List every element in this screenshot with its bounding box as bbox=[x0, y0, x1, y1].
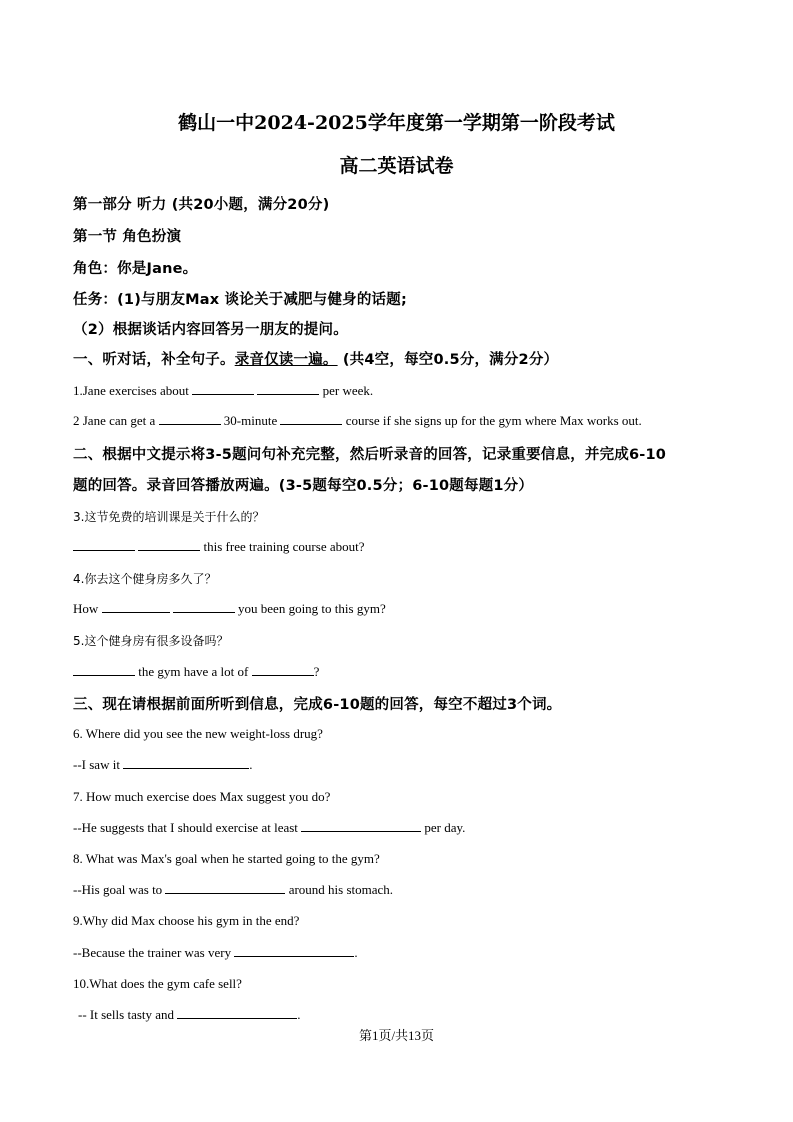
answer-blank bbox=[257, 383, 319, 395]
q5-text-b: ? bbox=[313, 664, 320, 679]
question-2 bbox=[73, 413, 642, 429]
question-5-cn: 5.这个健身房有很多设备吗？ bbox=[73, 634, 229, 648]
question-9: 9.Why did Max choose his gym in the end? bbox=[73, 913, 300, 928]
sec3-heading: 三、现在请根据前面所听到信息，完成6-10题的回答，每空不超过3个词。 bbox=[73, 697, 562, 713]
part1-heading: 第一部分 听力 (共20小题，满分20分) bbox=[73, 197, 330, 213]
section1-heading: 第一节 角色扮演 bbox=[73, 229, 182, 245]
task2-line: （2）根据谈话内容回答另一朋友的提问。 bbox=[73, 322, 348, 338]
q3-text: this free training course about? bbox=[203, 539, 365, 554]
answer-8 bbox=[73, 882, 393, 898]
question-4-cn: 4.你去这个健身房多久了？ bbox=[73, 572, 217, 586]
answer-blank bbox=[73, 539, 135, 551]
a7-text-b: per day. bbox=[424, 820, 466, 835]
page-number: 第1页/共13页 bbox=[358, 1028, 435, 1043]
question-5-en bbox=[73, 664, 319, 680]
answer-blank bbox=[165, 882, 285, 894]
exam-subtitle: 高二英语试卷 bbox=[339, 155, 454, 177]
sec2-heading-line2: 题的回答。录音回答播放两遍。(3-5题每空0.5分；6-10题每题1分） bbox=[73, 478, 534, 494]
q4-text-a: How bbox=[73, 601, 99, 616]
a8-text-b: around his stomach. bbox=[288, 882, 394, 897]
answer-blank bbox=[102, 601, 170, 613]
q2-text-a: 2 Jane can get a bbox=[73, 413, 156, 428]
q2-text-b: 30-minute bbox=[223, 413, 278, 428]
q5-text-a: the gym have a lot of bbox=[138, 664, 249, 679]
answer-10: -- It sells tasty and . bbox=[78, 1007, 301, 1022]
sec1-heading-score: (共4空，每空0.5分，满分2分） bbox=[337, 352, 559, 368]
role-line: 角色：你是Jane。 bbox=[73, 261, 198, 277]
question-7: 7. How much exercise does Max suggest you do? bbox=[73, 789, 331, 804]
answer-blank bbox=[252, 664, 314, 676]
task1-line: 任务：(1)与朋友Max 谈论关于减肥与健身的话题; bbox=[73, 292, 407, 308]
answer-blank bbox=[280, 413, 342, 425]
question-3-en bbox=[73, 539, 365, 555]
answer-9: --Because the trainer was very . bbox=[73, 945, 358, 960]
question-3-cn: 3.这节免费的培训课是关于什么的？ bbox=[73, 510, 265, 524]
sec1-heading-underlined: 录音仅读一遍。 bbox=[234, 352, 338, 368]
question-6: 6. Where did you see the new weight-loss drug? bbox=[73, 726, 323, 741]
question-4-en bbox=[73, 601, 386, 617]
sec1-heading bbox=[73, 348, 558, 369]
a10-text: -- It sells tasty and bbox=[78, 1007, 175, 1022]
q2-text-c: course if she signs up for the gym where Max works out. bbox=[345, 413, 642, 428]
a9-text: --Because the trainer was very bbox=[73, 945, 232, 960]
answer-blank bbox=[234, 945, 354, 957]
answer-blank bbox=[177, 1007, 297, 1019]
question-1 bbox=[73, 383, 373, 399]
a8-text-a: --His goal was to bbox=[73, 882, 163, 897]
answer-blank bbox=[173, 601, 235, 613]
answer-blank bbox=[301, 820, 421, 832]
answer-blank bbox=[73, 664, 135, 676]
exam-title: 鹤山一中2024-2025学年度第一学期第一阶段考试 bbox=[178, 112, 615, 134]
answer-blank bbox=[138, 539, 200, 551]
answer-blank bbox=[192, 383, 254, 395]
answer-6: --I saw it . bbox=[73, 757, 253, 772]
a7-text-a: --He suggests that I should exercise at least bbox=[73, 820, 298, 835]
answer-7 bbox=[73, 820, 465, 836]
q1-text-a: 1.Jane exercises about bbox=[73, 383, 189, 398]
sec1-heading-text: 一、听对话，补全句子。 bbox=[73, 352, 235, 368]
answer-blank bbox=[123, 757, 249, 769]
answer-blank bbox=[159, 413, 221, 425]
a6-text: --I saw it bbox=[73, 757, 120, 772]
q4-text-b: you been going to this gym? bbox=[238, 601, 386, 616]
question-8: 8. What was Max's goal when he started going to the gym? bbox=[73, 851, 380, 866]
sec2-heading-line1: 二、根据中文提示将3-5题问句补充完整，然后听录音的回答，记录重要信息，并完成6-10 bbox=[73, 447, 667, 463]
question-10: 10.What does the gym cafe sell? bbox=[73, 976, 242, 991]
q1-text-b: per week. bbox=[322, 383, 374, 398]
